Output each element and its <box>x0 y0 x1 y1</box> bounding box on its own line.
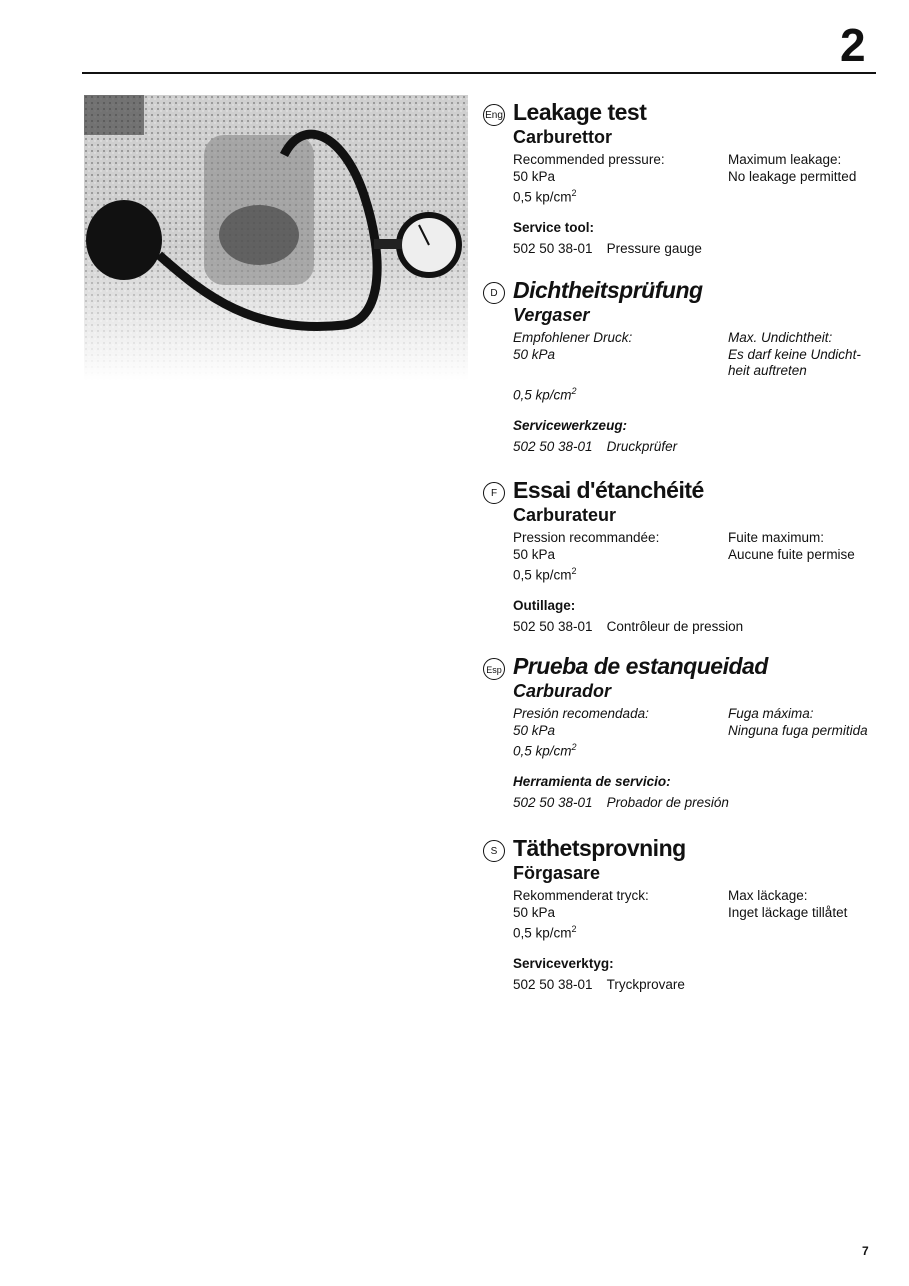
leak-label: Max. Undichtheit: <box>728 330 833 345</box>
tool-name: Probador de presión <box>606 794 729 810</box>
pressure-kpa: 50 kPa <box>513 346 556 362</box>
tool-number: 502 50 38-01 <box>513 794 593 810</box>
leak-value-cont: heit auftreten <box>728 363 807 378</box>
pressure-kp: 0,5 $kp/cm^2$ <box>513 742 577 759</box>
language-badge: F <box>483 482 505 504</box>
language-badge: S <box>483 840 505 862</box>
section-subtitle: Vergaser <box>513 305 590 325</box>
tool-number: 502 50 38-01 <box>513 438 593 454</box>
language-badge: Esp <box>483 658 505 680</box>
section-french <box>483 476 883 635</box>
leak-label: Maximum leakage: <box>728 152 842 167</box>
leak-value: Es darf keine Undicht- <box>728 346 861 362</box>
tool-label: Outillage: <box>513 598 576 613</box>
tool-number: 502 50 38-01 <box>513 976 593 992</box>
section-subtitle: Carburateur <box>513 505 617 525</box>
pressure-kp: 0,5 $kp/cm^2$ <box>513 566 577 583</box>
section-subtitle: Carburettor <box>513 127 613 147</box>
pressure-kpa: 50 kPa <box>513 722 556 738</box>
section-subtitle: Förgasare <box>513 863 601 883</box>
section-title: Essai d'étanchéité <box>513 477 704 503</box>
leak-value: Ninguna fuga permitida <box>728 722 868 738</box>
leak-label: Fuite maximum: <box>728 530 825 545</box>
pressure-kpa: 50 kPa <box>513 904 556 920</box>
pressure-label: Recommended pressure: <box>513 152 665 167</box>
leak-label: Max läckage: <box>728 888 808 903</box>
tool-label: Serviceverktyg: <box>513 956 614 971</box>
section-title: Leakage test <box>513 99 647 125</box>
section-title: Dichtheitsprüfung <box>513 277 703 303</box>
page-number: 7 <box>862 1244 869 1258</box>
pressure-label: Rekommenderat tryck: <box>513 888 649 903</box>
tool-label: Herramienta de servicio: <box>513 774 671 789</box>
tool-label: Service tool: <box>513 220 595 235</box>
header-rule <box>82 72 876 74</box>
tool-label: Servicewerkzeug: <box>513 418 628 433</box>
pressure-kp: 0,5 $kp/cm^2$ <box>513 188 577 205</box>
pressure-kpa: 50 kPa <box>513 168 556 184</box>
section-german <box>483 276 883 455</box>
tool-name: Contrôleur de pression <box>606 618 744 634</box>
section-title: Täthetsprovning <box>513 835 686 861</box>
pressure-kp: 0,5 $kp/cm^2$ <box>513 924 577 941</box>
section-spanish <box>483 652 883 811</box>
language-badge: Eng <box>483 104 505 126</box>
leak-value: Aucune fuite permise <box>728 546 855 562</box>
section-subtitle: Carburador <box>513 681 612 701</box>
pressure-kpa: 50 kPa <box>513 546 556 562</box>
section-english <box>483 98 883 257</box>
pressure-kp: 0,5 $kp/cm^2$ <box>513 386 577 403</box>
section-title: Prueba de estanqueidad <box>513 653 768 679</box>
pressure-tester-photo <box>84 95 468 380</box>
leak-label: Fuga máxima: <box>728 706 814 721</box>
language-badge: D <box>483 282 505 304</box>
pressure-label: Presión recomendada: <box>513 706 649 721</box>
tool-name: Druckprüfer <box>606 438 678 454</box>
pressure-label: Pression recommandée: <box>513 530 660 545</box>
leak-value: No leakage permitted <box>728 168 857 184</box>
leak-value: Inget läckage tillåtet <box>728 904 848 920</box>
tool-name: Tryckprovare <box>606 976 685 992</box>
tool-name: Pressure gauge <box>606 240 702 256</box>
tool-number: 502 50 38-01 <box>513 240 593 256</box>
section-swedish <box>483 834 883 993</box>
chapter-number: 2 <box>840 19 866 71</box>
tool-number: 502 50 38-01 <box>513 618 593 634</box>
pressure-label: Empfohlener Druck: <box>513 330 633 345</box>
